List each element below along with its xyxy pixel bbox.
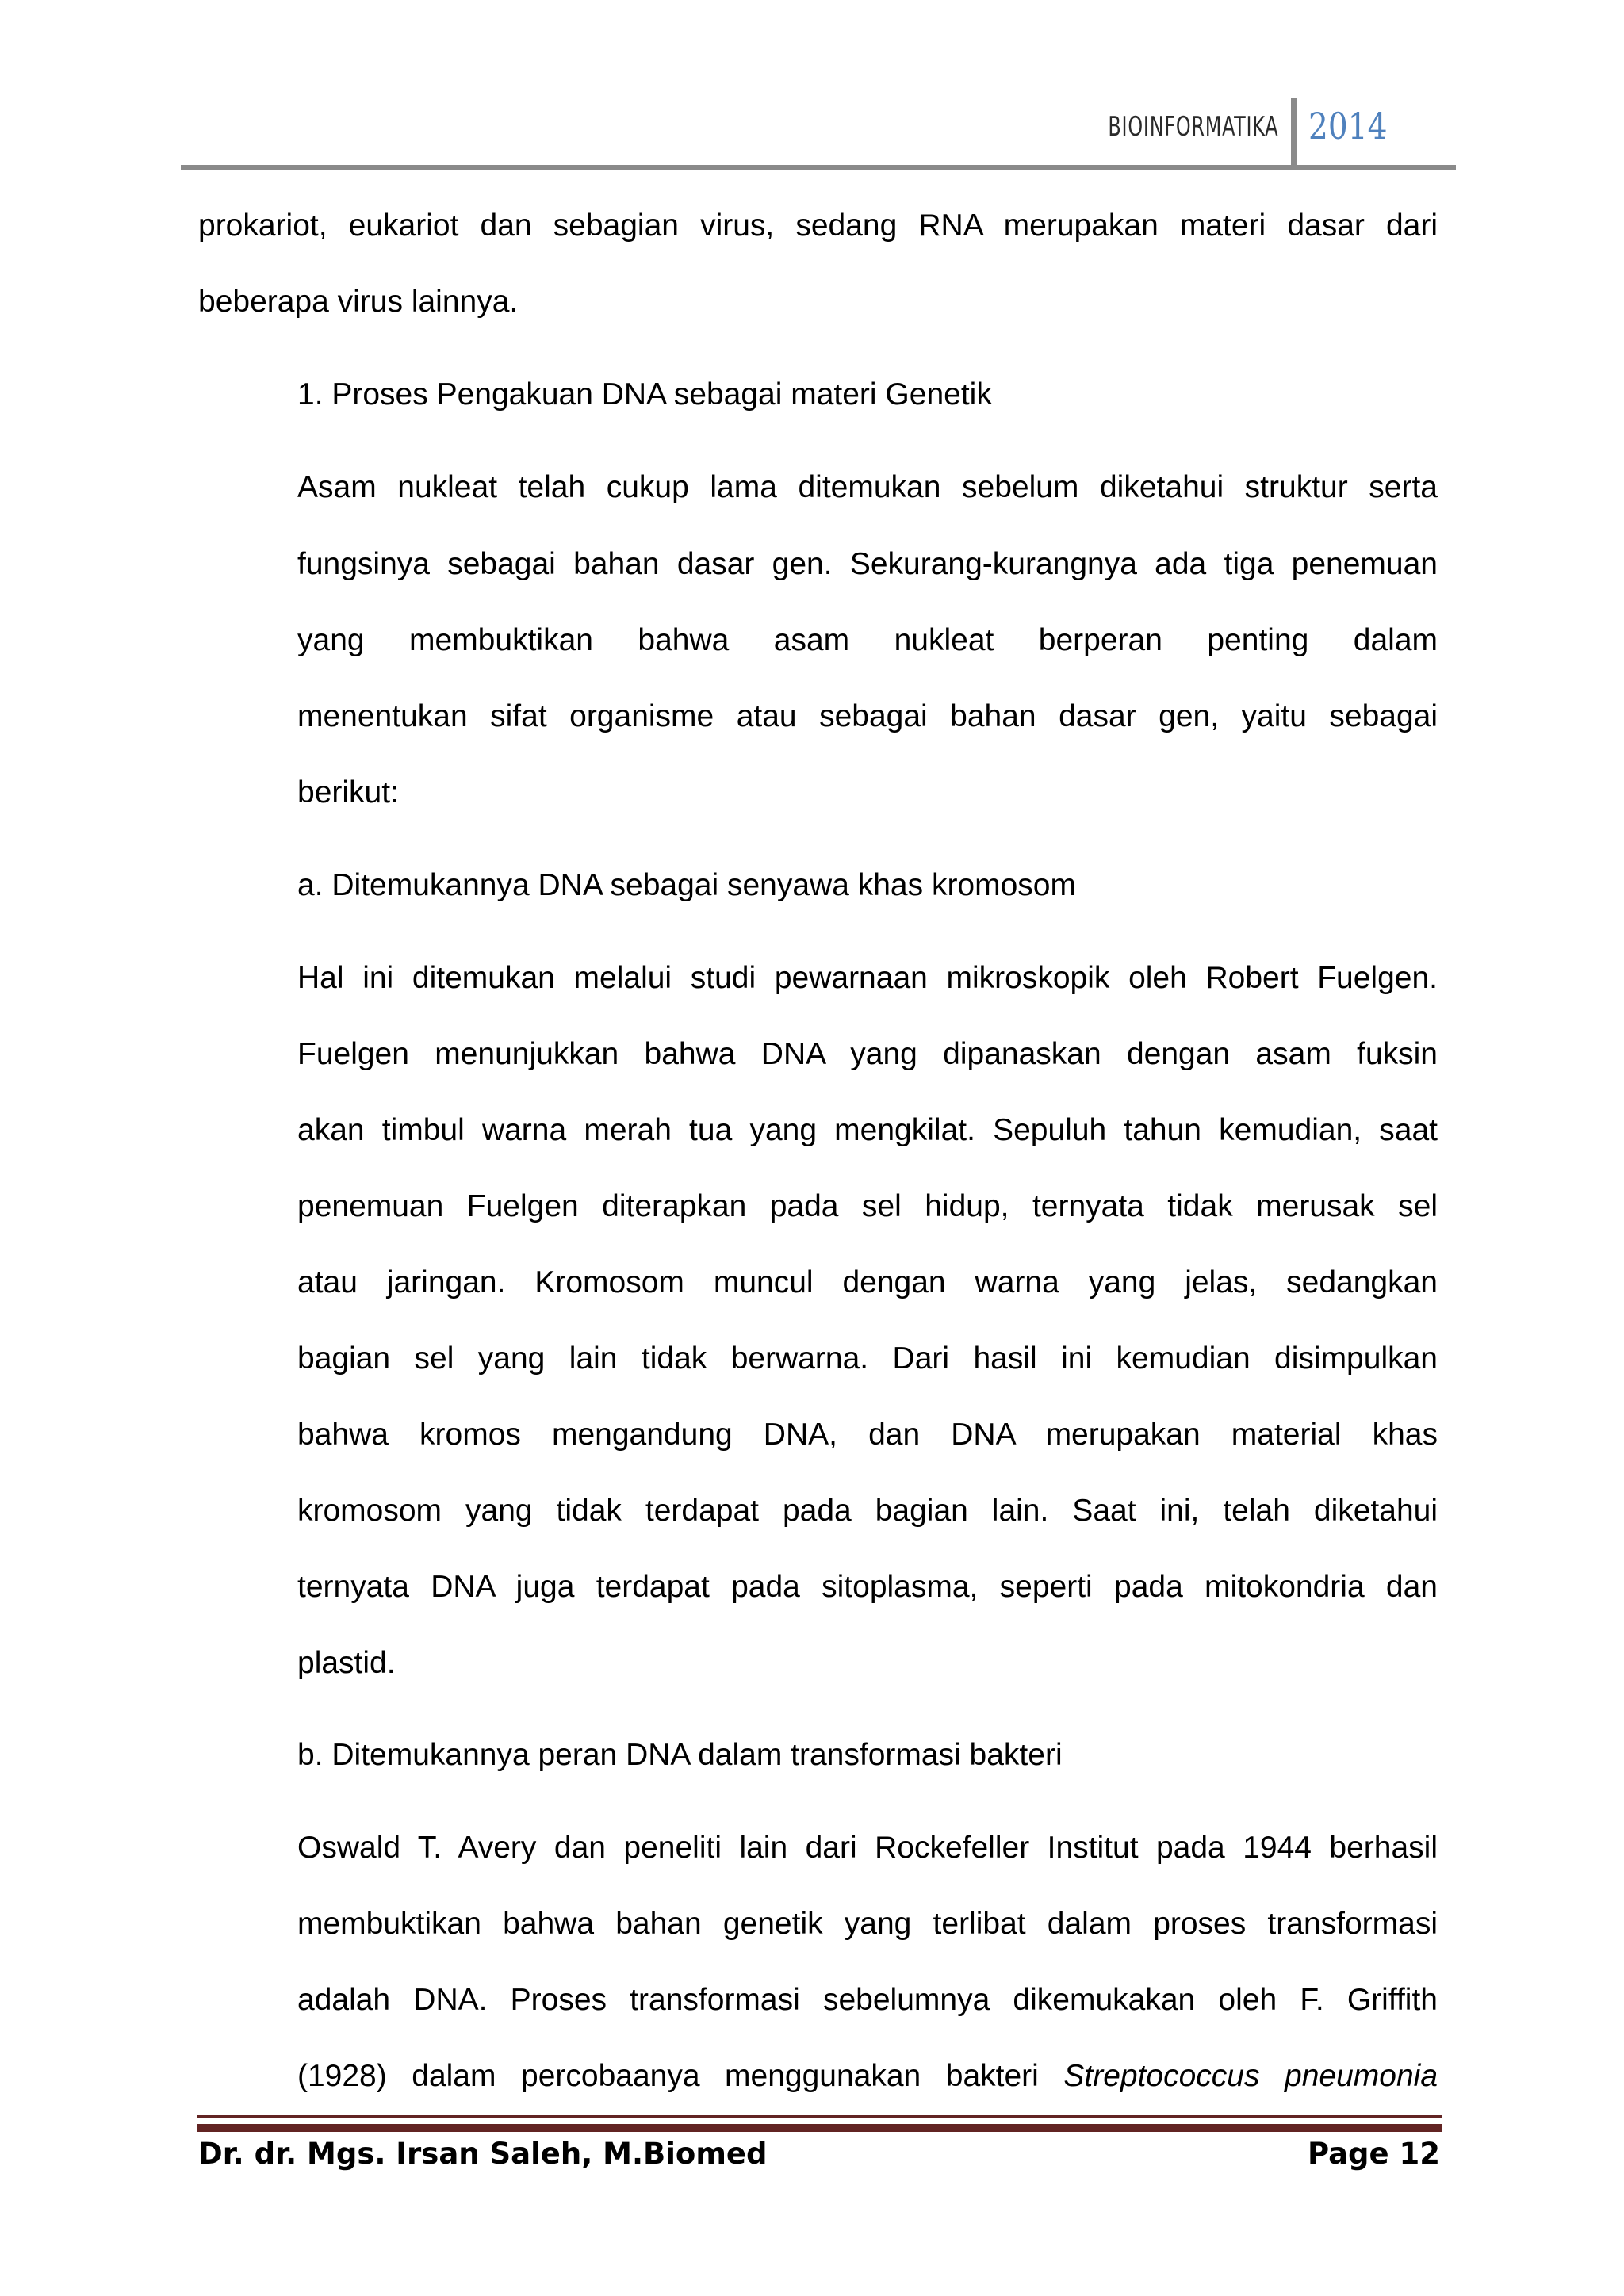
paragraph-line: ternyata DNA juga terdapat pada sitoplasma, seperti pada mitokondria dan [297, 1570, 1438, 1604]
header-divider [1291, 98, 1297, 165]
paragraph-line: plastid. [297, 1646, 396, 1680]
intro-line: prokariot, eukariot dan sebagian virus, sedang RNA merupakan materi dasar dari [198, 209, 1438, 243]
paragraph-line: bagian sel yang lain tidak berwarna. Dari hasil ini kemudian disimpulkan [297, 1341, 1438, 1376]
footer-rule-thick [197, 2124, 1442, 2132]
section-heading: 1. Proses Pengakuan DNA sebagai materi Genetik [297, 377, 992, 411]
paragraph-line [297, 2057, 1438, 2095]
paragraph-line: adalah DNA. Proses transformasi sebelumnya dikemukakan oleh F. Griffith [297, 1983, 1438, 2017]
footer-rule [197, 2115, 1442, 2118]
paragraph-text: (1928) dalam percobaanya menggunakan bakteri [297, 2059, 1039, 2093]
intro-line: beberapa virus lainnya. [198, 285, 519, 319]
paragraph-line: akan timbul warna merah tua yang mengkilat. Sepuluh tahun kemudian, saat [297, 1113, 1438, 1147]
paragraph-line: bahwa kromos mengandung DNA, dan DNA merupakan material khas [297, 1418, 1438, 1452]
subsection-heading: a. Ditemukannya DNA sebagai senyawa khas kromosom [297, 868, 1076, 902]
paragraph-line: Hal ini ditemukan melalui studi pewarnaan mikroskopik oleh Robert Fuelgen. [297, 961, 1438, 995]
paragraph-line: Asam nukleat telah cukup lama ditemukan sebelum diketahui struktur serta [297, 470, 1438, 504]
paragraph-line: kromosom yang tidak terdapat pada bagian lain. Saat ini, telah diketahui [297, 1494, 1438, 1528]
paragraph-line: Oswald T. Avery dan peneliti lain dari Rockefeller Institut pada 1944 berhasil [297, 1831, 1438, 1865]
paragraph-line: penemuan Fuelgen diterapkan pada sel hidup, ternyata tidak merusak sel [297, 1189, 1438, 1223]
header-year: 2014 [1308, 105, 1388, 147]
footer-author: Dr. dr. Mgs. Irsan Saleh, M.Biomed [198, 2137, 768, 2171]
species-name: Streptococcus pneumonia [1063, 2059, 1438, 2093]
paragraph-line: atau jaringan. Kromosom muncul dengan warna yang jelas, sedangkan [297, 1265, 1438, 1299]
paragraph-line: fungsinya sebagai bahan dasar gen. Sekurang-kurangnya ada tiga penemuan [297, 547, 1438, 581]
page-number: Page 12 [1307, 2137, 1440, 2171]
paragraph-line: yang membuktikan bahwa asam nukleat berperan penting dalam [297, 623, 1438, 657]
page-header [0, 0, 1624, 170]
paragraph-line: Fuelgen menunjukkan bahwa DNA yang dipanaskan dengan asam fuksin [297, 1037, 1438, 1071]
paragraph-line: menentukan sifat organisme atau sebagai bahan dasar gen, yaitu sebagai [297, 699, 1438, 733]
paragraph-line: berikut: [297, 775, 399, 809]
header-rule [181, 165, 1456, 170]
paragraph-line: membuktikan bahwa bahan genetik yang terlibat dalam proses transformasi [297, 1907, 1438, 1941]
header-title: BIOINFORMATIKA [1108, 111, 1279, 143]
subsection-heading: b. Ditemukannya peran DNA dalam transformasi bakteri [297, 1738, 1063, 1772]
